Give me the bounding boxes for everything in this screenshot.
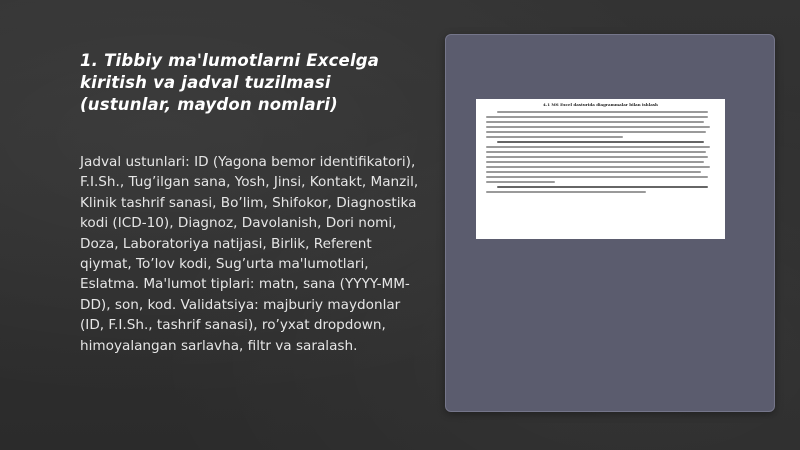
text-line <box>497 141 703 143</box>
text-line <box>486 176 708 178</box>
text-line <box>486 191 646 193</box>
image-frame <box>445 34 775 412</box>
text-line <box>486 166 710 168</box>
document-thumbnail-title: 4.1 MS Excel dasturida diagrammalar bilan ishlash <box>543 102 658 107</box>
text-line <box>486 171 701 173</box>
document-paragraph <box>476 111 725 138</box>
text-line <box>486 181 555 183</box>
slide-body-text: Jadval ustunlari: ID (Yagona bemor identifikatori), F.I.Sh., Tug’ilgan sana, Yosh, Jinsi, Kontakt, Manzil, Klinik tashrif sanasi, Bo’lim, Shifokor, Diagnostika kodi (ICD-10), Diagnoz, Davolanish, Dori nomi, Doza, Laboratoriya natijasi, Birlik, Referent qiymat, To’lov kodi, Sug’urta ma'lumotlari, Eslatma. Ma'lumot tiplari: matn, sana (YYYY-MM-DD), son, kod. Validatsiya: majburiy maydonlar (ID, F.I.Sh., tashrif sanasi), ro’yxat dropdown, himoyalangan sarlavha, filtr va saralash. <box>80 154 419 354</box>
text-line <box>486 161 704 163</box>
text-line <box>486 156 708 158</box>
text-line <box>486 151 706 153</box>
text-line <box>497 111 708 113</box>
text-line <box>486 131 706 133</box>
text-line <box>486 136 623 138</box>
text-line <box>497 186 708 188</box>
text-line <box>486 121 704 123</box>
slide-title: 1. Tibbiy ma'lumotlarni Excelga kiritish va jadval tuzilmasi (ustunlar, maydon nomlari) <box>80 51 380 114</box>
text-line <box>486 126 710 128</box>
text-line <box>486 116 708 118</box>
text-line <box>486 146 710 148</box>
document-paragraph <box>476 186 725 193</box>
document-paragraph <box>476 141 725 183</box>
document-thumbnail <box>476 99 725 239</box>
